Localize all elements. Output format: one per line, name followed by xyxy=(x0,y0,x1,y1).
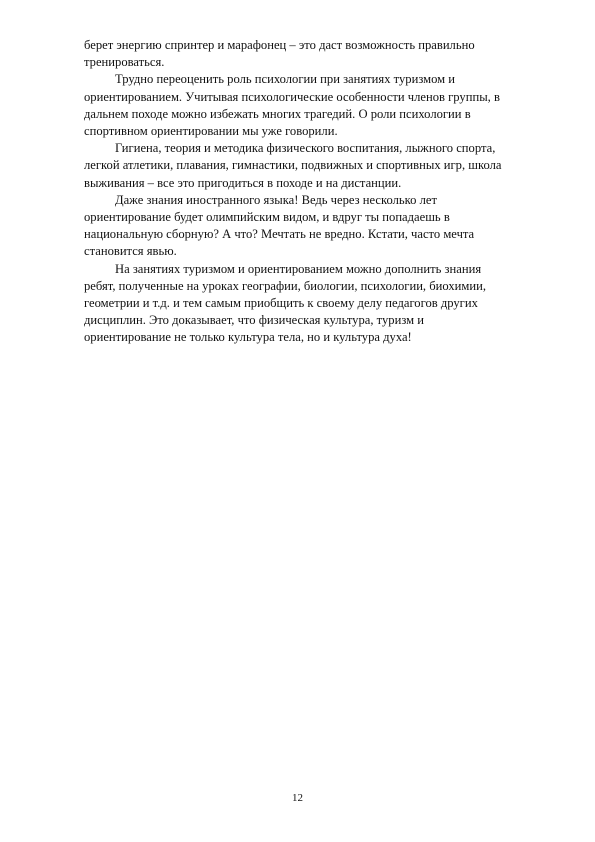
text-line: Гигиена, теория и методика физического воспитания, лыжного спорта, xyxy=(115,141,496,156)
text-line: национальную сборную? А что? Мечтать не вредно. Кстати, часто мечта xyxy=(84,227,475,242)
text-line: становится явью. xyxy=(84,244,177,259)
text-line: спортивном ориентировании мы уже говорили. xyxy=(84,124,338,139)
text-line: тренироваться. xyxy=(84,55,165,70)
paragraph xyxy=(84,140,542,192)
text-line: ориентированием. Учитывая психологические особенности членов группы, в xyxy=(84,89,500,104)
text-line: ребят, полученные на уроках географии, биологии, психологии, биохимии, xyxy=(84,278,486,293)
text-line: геометрии и т.д. и тем самым приобщить к своему делу педагогов других xyxy=(84,296,478,311)
text-line: дальнем походе можно избежать многих трагедий. О роли психологии в xyxy=(84,106,471,121)
text-line: Даже знания иностранного языка! Ведь через несколько лет xyxy=(115,192,437,207)
text-line: ориентирование не только культура тела, но и культура духа! xyxy=(84,330,412,345)
text-line: берет энергию спринтер и марафонец – это даст возможность правильно xyxy=(84,38,475,52)
text-line: выживания – все это пригодиться в походе и на дистанции. xyxy=(84,175,402,190)
paragraph xyxy=(84,192,542,261)
page-number: 12 xyxy=(292,792,303,804)
text-line: дисциплин. Это доказывает, что физическая культура, туризм и xyxy=(84,313,424,328)
text-line: ориентирование будет олимпийским видом, и вдруг ты попадаешь в xyxy=(84,210,450,225)
text-line: Трудно переоценить роль психологии при занятиях туризмом и xyxy=(115,72,456,87)
text-line: легкой атлетики, плавания, гимнастики, подвижных и спортивных игр, школа xyxy=(84,158,502,173)
text-line: На занятиях туризмом и ориентированием можно дополнить знания xyxy=(115,261,482,276)
paragraph xyxy=(84,261,542,347)
paragraph xyxy=(84,71,542,140)
body-text xyxy=(84,37,542,347)
paragraph xyxy=(84,37,542,71)
